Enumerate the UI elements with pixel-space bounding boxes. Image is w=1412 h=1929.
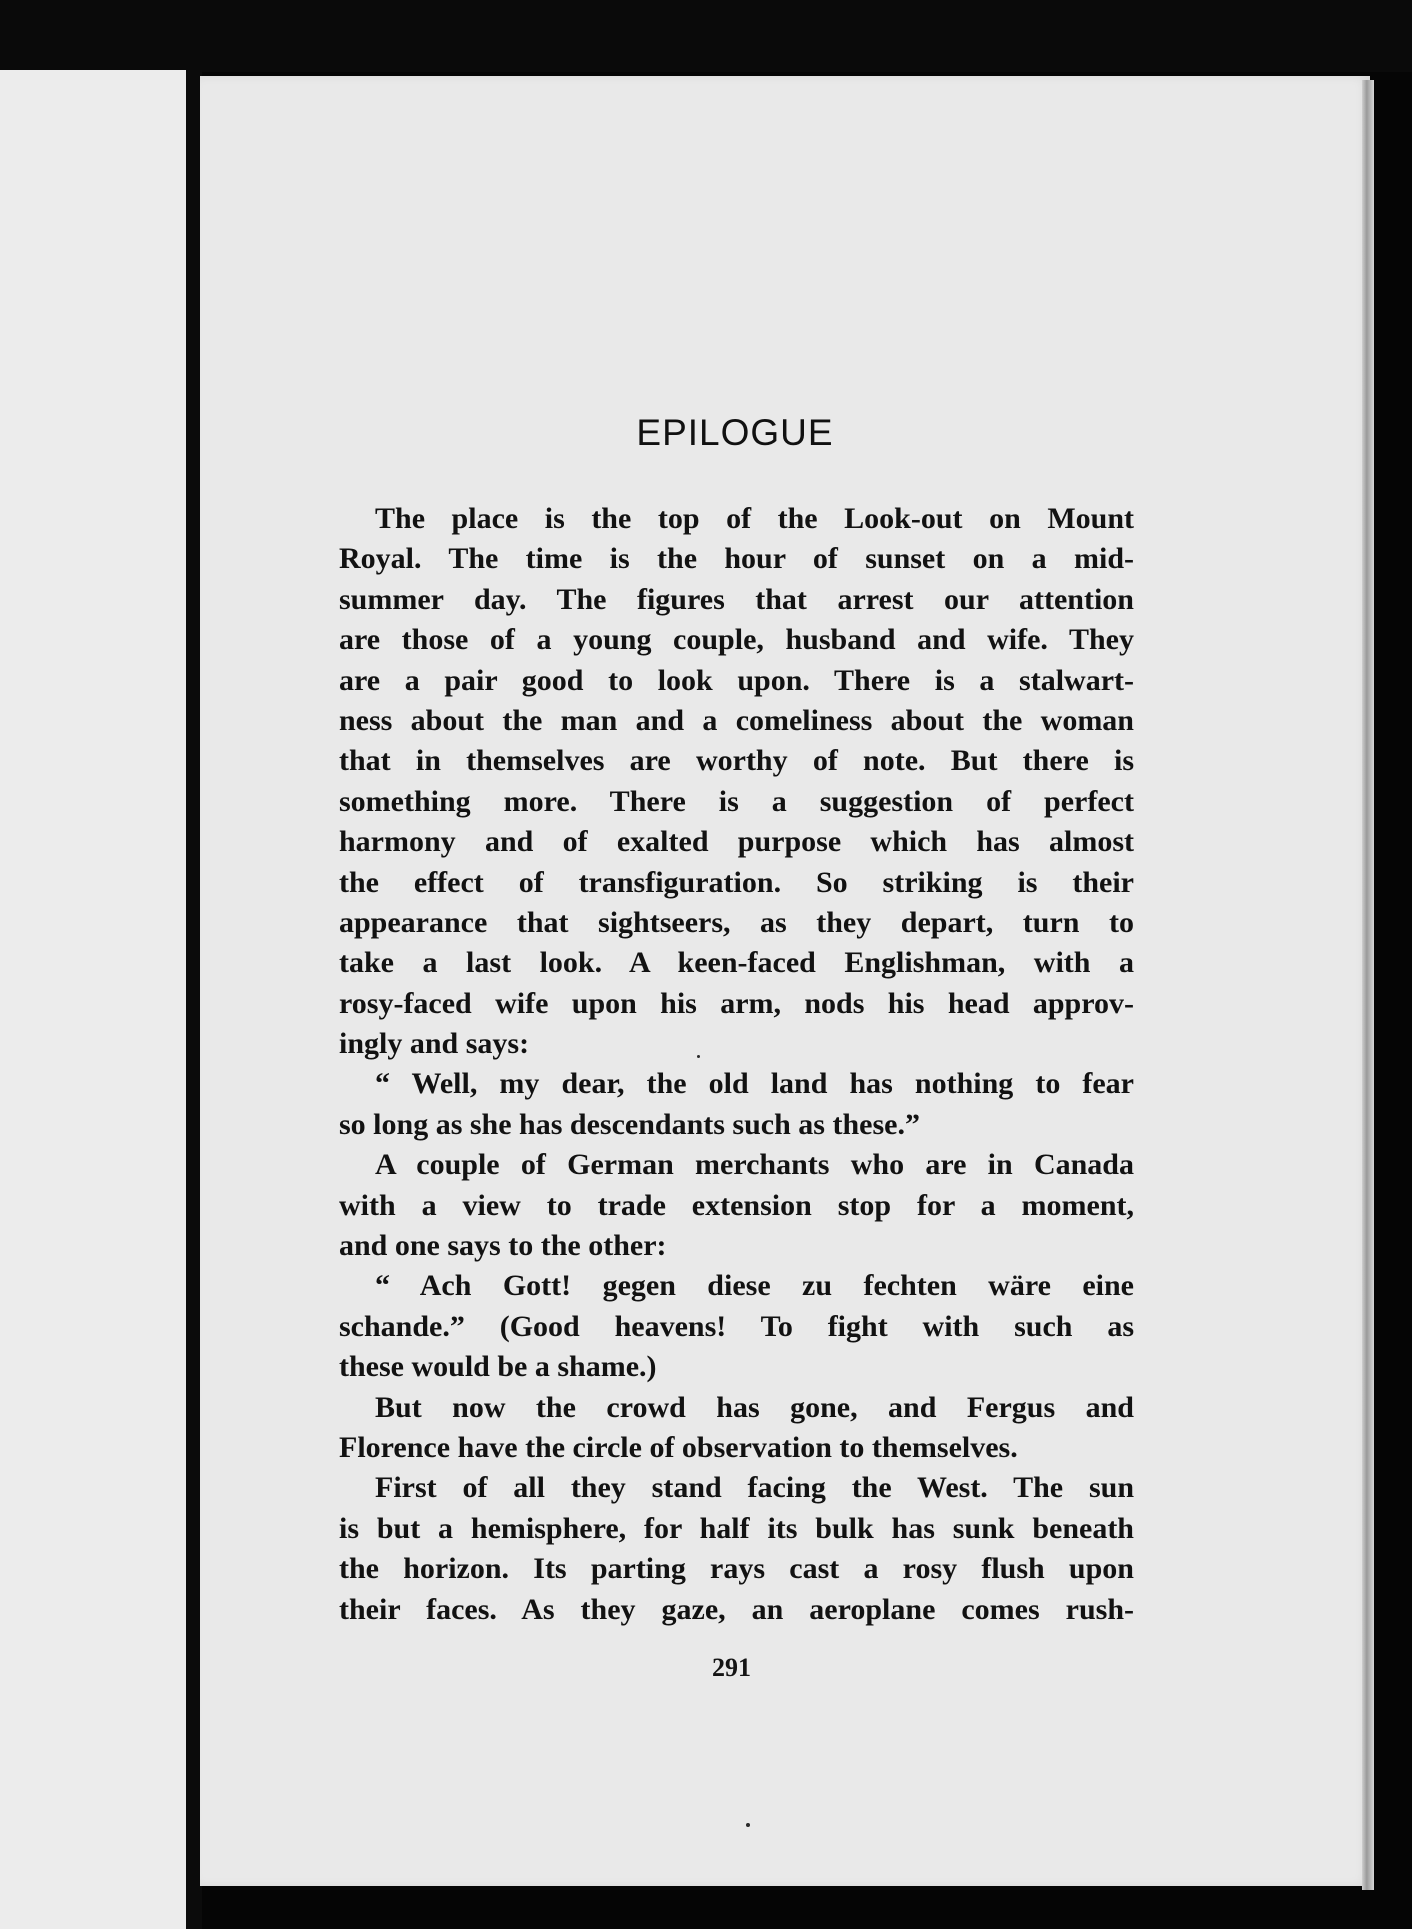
text-line: are those of a young couple, husband and wife. They	[339, 623, 1134, 657]
page-edge	[1362, 80, 1374, 1890]
text-line: schande.” (Good heavens! To fight with such as	[339, 1309, 1134, 1343]
scan-top-border	[0, 0, 1412, 72]
text-line: so long as she has descendants such as these.”	[339, 1107, 920, 1141]
paper-speck	[697, 1055, 700, 1058]
text-line: these would be a shame.)	[339, 1350, 657, 1384]
text-line: something more. There is a suggestion of perfect	[339, 784, 1134, 818]
text-line: the horizon. Its parting rays cast a rosy flush upon	[339, 1552, 1134, 1586]
text-line: harmony and of exalted purpose which has almost	[339, 825, 1134, 859]
text-line: their faces. As they gaze, an aeroplane comes rush-	[339, 1592, 1134, 1626]
text-line: summer day. The figures that arrest our attention	[339, 582, 1134, 616]
text-line: But now the crowd has gone, and Fergus and	[375, 1390, 1134, 1424]
text-line: are a pair good to look upon. There is a stalwart-	[339, 663, 1134, 697]
text-line: and one says to the other:	[339, 1229, 667, 1263]
text-line: “ Ach Gott! gegen diese zu fechten wäre eine	[375, 1269, 1134, 1303]
body-text	[339, 499, 1134, 1630]
text-line: take a last look. A keen-faced Englishman, with a	[339, 946, 1134, 980]
paper-speck	[746, 1823, 750, 1827]
text-line: ingly and says:	[339, 1027, 530, 1061]
text-line: Royal. The time is the hour of sunset on a mid-	[339, 542, 1134, 576]
text-line: is but a hemisphere, for half its bulk has sunk beneath	[339, 1511, 1134, 1545]
text-line: A couple of German merchants who are in Canada	[375, 1148, 1134, 1182]
text-line: Florence have the circle of observation to themselves.	[339, 1430, 1018, 1464]
text-line: “ Well, my dear, the old land has nothing to fear	[375, 1067, 1134, 1101]
chapter-title: EPILOGUE	[636, 412, 834, 453]
text-line: ness about the man and a comeliness about the woman	[339, 703, 1134, 737]
text-line: that in themselves are worthy of note. But there is	[339, 744, 1134, 778]
text-line: appearance that sightseers, as they depart, turn to	[339, 905, 1134, 939]
text-line: rosy-faced wife upon his arm, nods his head approv-	[339, 986, 1134, 1020]
left-page	[0, 70, 186, 1929]
text-line: First of all they stand facing the West. The sun	[375, 1471, 1134, 1505]
text-line: The place is the top of the Look-out on Mount	[375, 502, 1134, 535]
text-line: the effect of transfiguration. So striking is their	[339, 865, 1134, 899]
page-number: 291	[712, 1653, 751, 1682]
text-line: with a view to trade extension stop for a moment,	[339, 1188, 1134, 1222]
